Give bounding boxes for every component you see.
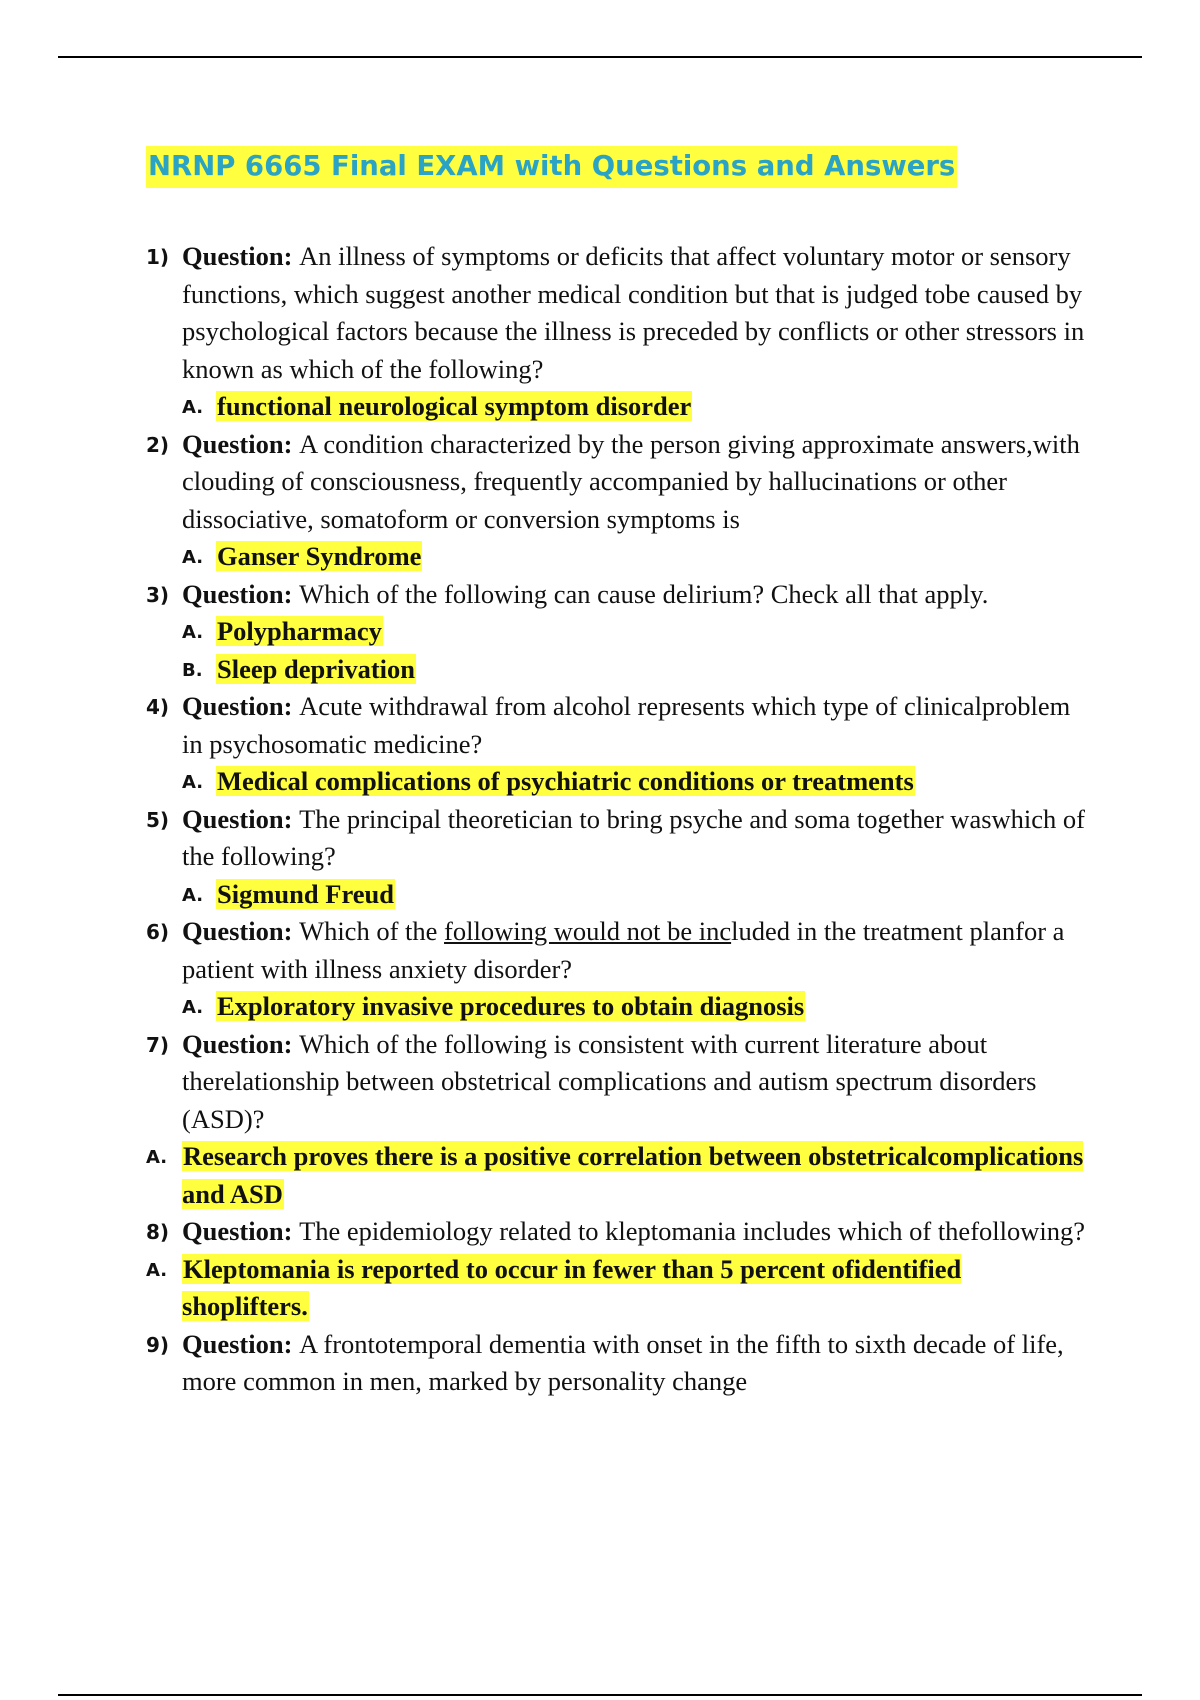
question-text: Acute withdrawal from alcohol represents which type of clinicalproblem in psychosomatic medicine? (182, 691, 1071, 759)
answer-text: Ganser Syndrome (217, 541, 422, 571)
answer-text: Polypharmacy (217, 616, 382, 646)
question-list (146, 238, 1086, 1401)
question-label: Question: (182, 1028, 300, 1059)
answer-item (146, 988, 1086, 1026)
question-number: 3) (146, 582, 170, 607)
question-number: 7) (146, 1032, 170, 1057)
question-label: Question: (182, 916, 300, 946)
question-text: A condition characterized by the person giving approximate answers,with clouding of consciousness, frequently accompanied by hallucinations or other dissociative, somatoform or conversion symptoms is (182, 428, 1080, 534)
question-number: 4) (146, 695, 170, 719)
question-item (146, 688, 1086, 763)
question-item (146, 576, 1086, 614)
question-label: Question: (182, 1328, 300, 1359)
question-number: 6) (146, 920, 170, 944)
question-label: Question: (182, 1216, 300, 1246)
question-number: 9) (146, 1332, 170, 1357)
answer-item (146, 388, 1086, 426)
answer-item (146, 613, 1086, 651)
question-item (146, 1326, 1086, 1401)
answer-letter: A. (182, 622, 204, 643)
answer-item (146, 763, 1086, 801)
question-text: A frontotemporal dementia with onset in the fifth to sixth decade of life, more common in men, marked by personality change (182, 1328, 1064, 1396)
question-text-end: luded in the treatment planfor a patient with illness anxiety disorder? (182, 916, 1065, 984)
question-text-start: Which of the (299, 916, 445, 946)
question-item (146, 913, 1086, 988)
question-text: An illness of symptoms or deficits that affect voluntary motor or sensory functions, which suggest another medical condition but that is judged tobe caused by psychological factors because the illness is preceded by conflicts or other stressors in known as which of the following? (182, 241, 1085, 384)
answer-text: Exploratory invasive procedures to obtain diagnosis (217, 991, 805, 1021)
answer-letter: A. (182, 547, 204, 568)
question-item (146, 1213, 1086, 1251)
answer-text: Medical complications of psychiatric conditions or treatments (217, 766, 914, 796)
question-number: 1) (146, 245, 170, 269)
question-number: 5) (146, 807, 170, 832)
answer-text: Kleptomania is reported to occur in fewer than 5 percent ofidentified shoplifters. (182, 1253, 962, 1321)
question-item (146, 238, 1086, 388)
document-title: NRNP 6665 Final EXAM with Questions and Answers (146, 146, 957, 188)
answer-letter: A. (182, 397, 204, 418)
answer-text: Research proves there is a positive correlation between obstetricalcomplications and ASD (182, 1141, 1084, 1209)
question-text: Which of the following can cause delirium? Check all that apply. (299, 578, 989, 609)
question-number: 8) (146, 1220, 170, 1244)
answer-item (146, 1251, 1086, 1326)
answer-text: functional neurological symptom disorder (217, 391, 692, 421)
question-label: Question: (182, 578, 300, 609)
question-label: Question: (182, 803, 300, 834)
question-label: Question: (182, 241, 300, 271)
question-text: The principal theoretician to bring psyche and soma together waswhich of the following? (182, 803, 1085, 871)
answer-text: Sigmund Freud (217, 878, 394, 909)
footer-rule (58, 1694, 1142, 1696)
answer-item (146, 538, 1086, 576)
question-item (146, 801, 1086, 876)
question-text-underlined: following would not be inc (444, 916, 732, 946)
question-label: Question: (182, 691, 300, 721)
answer-letter: A. (182, 772, 204, 793)
header-rule (58, 56, 1142, 58)
question-label: Question: (182, 428, 300, 459)
answer-letter: A. (182, 884, 204, 906)
question-number: 2) (146, 432, 170, 457)
answer-letter: A. (182, 997, 204, 1018)
question-item (146, 426, 1086, 539)
answer-letter: A. (146, 1147, 168, 1168)
answer-item (146, 876, 1086, 914)
answer-letter: B. (182, 659, 203, 681)
answer-text: Sleep deprivation (217, 653, 416, 684)
answer-item (146, 651, 1086, 689)
question-text: The epidemiology related to kleptomania includes which of thefollowing? (299, 1216, 1086, 1246)
answer-item (146, 1138, 1086, 1213)
question-item (146, 1026, 1086, 1139)
question-text: Which of the following is consistent with current literature about therelationship between obstetrical complications and autism spectrum disorders (ASD)? (182, 1028, 1037, 1134)
answer-letter: A. (146, 1259, 168, 1281)
